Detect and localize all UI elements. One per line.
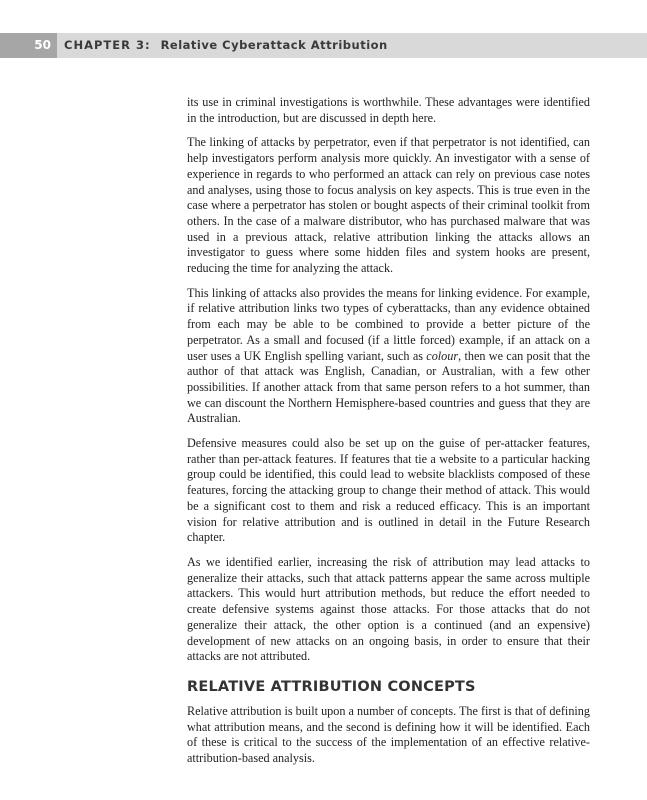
paragraph-4: Defensive measures could also be set up on the guise of per-attacker features, rather than per-attack features. If features that tie a website to a particular hacking group could be identified, this could lead to website blacklists composed of these features, forcing the attacking group to change their method of attack. This would be a significant cost to them and risk a reduced efficacy. This is an important vision for relative attribution and is outlined in detail in the Future Research chapter. <box>187 436 590 545</box>
paragraph-5: As we identified earlier, increasing the risk of attribution may lead attacks to generalize their attacks, such that attack patterns appear the same across multiple attackers. This would hurt attribution methods, but reduce the effort needed to create defensive systems against those attacks. For those attacks that do not generalize their attack, the other option is a continued (and an expensive) development of new attacks on an ongoing basis, in order to ensure that their attacks are not attributed. <box>187 554 590 664</box>
chapter-label: CHAPTER 3: <box>64 38 151 52</box>
paragraph-6: Relative attribution is built upon a number of concepts. The first is that of defining what attribution means, and the second is defining how it will be identified. Each of these is critical to the success of the implementation of an effective relative-attribution-based analysis. <box>187 703 590 766</box>
paragraph-3-part-1: This linking of attacks also provides the means for linking evidence. For example, if relative attribution links two types of cyberattacks, than any evidence obtained from each may be able to be combined to provide a better picture of the perpetrator. As a small and focused (if a little forced) example, if an attack on a user uses a UK English spelling variant, such as <box>187 285 590 363</box>
chapter-heading <box>64 33 388 58</box>
chapter-title: Relative Cyberattack Attribution <box>160 38 388 52</box>
body-text <box>187 95 590 776</box>
paragraph-3-part-2: , then we can posit that the author of that attack was English, Canadian, or Australian, with a few other possibilities. If another attack from that same person refers to a hot summer, than we can discount the Northern Hemisphere-based countries and guess that they are Australian. <box>187 348 590 426</box>
paragraph-3-emphasis: colour <box>426 348 459 363</box>
page-number: 50 <box>0 33 57 58</box>
paragraph-3 <box>187 286 590 427</box>
section-heading: RELATIVE ATTRIBUTION CONCEPTS <box>187 678 476 695</box>
paragraph-1: its use in criminal investigations is worthwhile. These advantages were identified in the introduction, but are discussed in depth here. <box>187 95 590 125</box>
paragraph-2: The linking of attacks by perpetrator, even if that perpetrator is not identified, can help investigators perform analysis more quickly. An investigator with a sense of experience in regards to who performed an attack can rely on previous case notes and analyses, using those to focus analysis on key aspects. This is true even in the case where a perpetrator has stolen or bought aspects of their criminal toolkit from others. In the case of a malware distributor, who has purchased malware that was used in a previous attack, relative attribution linking the attacks allows an investigator to guess where some hidden files and system hooks are present, reducing the time for analyzing the attack. <box>187 135 590 276</box>
running-header <box>0 33 647 58</box>
